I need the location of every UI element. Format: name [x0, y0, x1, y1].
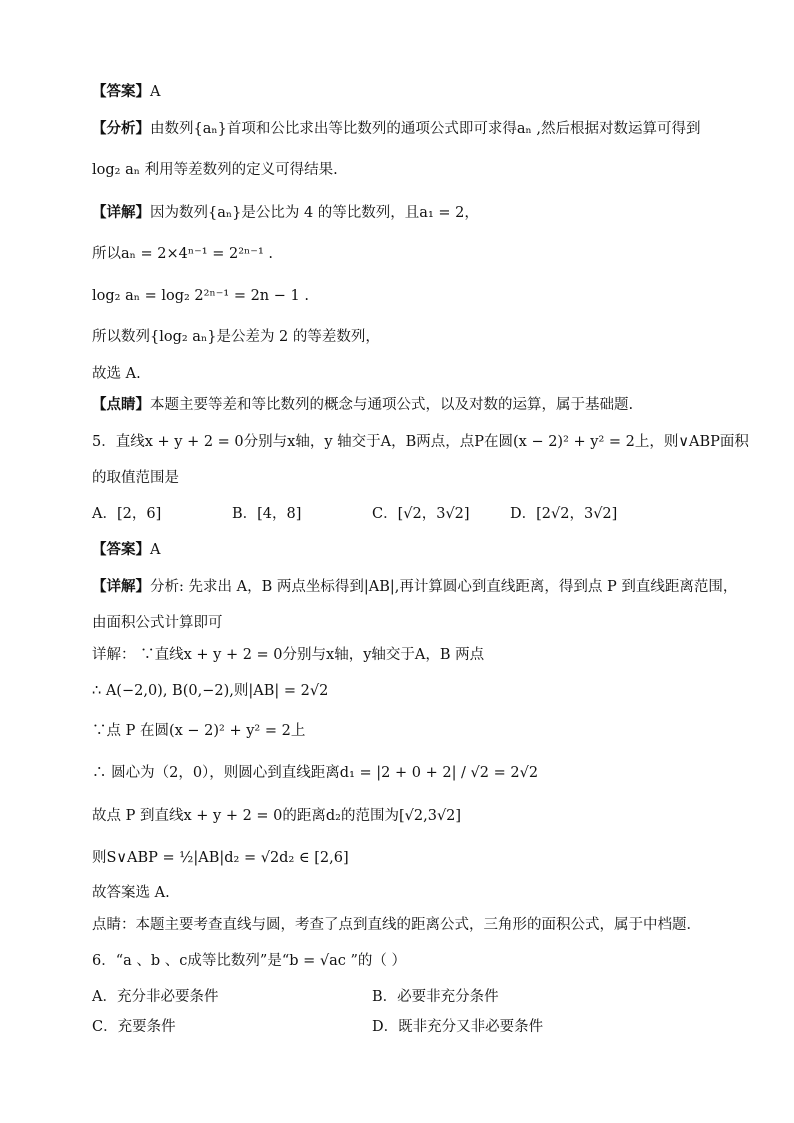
comment-line-q5	[92, 915, 701, 935]
question-5-stem: 5．直线x + y + 2 = 0分别与x轴，y 轴交于A，B两点，点P在圆(x − 2)² + y² = 2上，则∨ABP面积	[92, 434, 749, 450]
comment-text: 本题主要等差和等比数列的概念与通项公式，以及对数的运算，属于基础题.	[150, 397, 634, 413]
answer-text: A	[150, 84, 161, 100]
q6-option-c: C．充要条件	[92, 1019, 176, 1035]
detail-q5-line-9	[92, 883, 170, 903]
q5-option-d: D．[2√2，3√2]	[510, 506, 618, 522]
analysis-text: 由数列{aₙ}首项和公比求出等比数列的通项公式即可求得aₙ ,然后根据对数运算可得到	[150, 121, 701, 137]
question-6-stem: 6．“a 、b 、c成等比数列”是“b = √ac ”的（ ）	[92, 953, 407, 969]
comment-tag: 【点睛】	[92, 396, 150, 413]
q6-option-b: B．必要非充分条件	[372, 989, 499, 1005]
formula-log: log₂ aₙ = log₂ 2²ⁿ⁻¹ = 2n − 1 .	[92, 288, 309, 304]
detail-step: ∵点 P 在圆(x − 2)² + y² = 2上	[92, 723, 306, 739]
formula-an: 所以aₙ = 2×4ⁿ⁻¹ = 2²ⁿ⁻¹ .	[92, 246, 273, 262]
detail-line-3	[92, 286, 309, 306]
detail-text-cont: 由面积公式计算即可	[92, 615, 223, 631]
comment-text: 点睛：本题主要考查直线与圆，考查了点到直线的距离公式，三角形的面积公式，属于中档题．	[92, 917, 701, 933]
analysis-tag: 【分析】	[92, 120, 150, 137]
detail-tag: 【详解】	[92, 578, 150, 595]
q6-option-d: D．既非充分又非必要条件	[372, 1019, 544, 1035]
detail-step: 故点 P 到直线x + y + 2 = 0的距离d₂的范围为[√2,3√2]	[92, 808, 462, 824]
question-5-stem-cont: 的取值范围是	[92, 470, 179, 486]
detail-step: 详解： ∵直线x + y + 2 = 0分别与x轴，y轴交于A，B 两点	[92, 647, 485, 663]
detail-tag: 【详解】	[92, 204, 150, 221]
analysis-text-cont: log₂ aₙ 利用等差数列的定义可得结果.	[92, 162, 338, 178]
detail-line-5	[92, 364, 141, 384]
detail-q5-line-4	[92, 681, 328, 701]
detail-text: 因为数列{aₙ}是公比为 4 的等比数列，且a₁ = 2，	[150, 205, 479, 221]
detail-line-1	[92, 203, 479, 223]
detail-step: 故答案选 A.	[92, 885, 170, 901]
comment-line-q4	[92, 395, 633, 415]
q5-option-b: B．[4，8]	[232, 506, 302, 522]
detail-q5-line-7	[92, 806, 461, 826]
question-5-line-1	[92, 432, 749, 452]
analysis-line-2	[92, 160, 338, 180]
detail-q5-line-1	[92, 577, 737, 597]
question-6-line	[92, 951, 406, 971]
answer-line-q4	[92, 82, 160, 102]
question-5-line-2	[92, 468, 179, 488]
detail-q5-line-2	[92, 613, 223, 633]
analysis-line-1	[92, 119, 701, 139]
detail-q5-line-5	[92, 721, 305, 741]
detail-q5-line-6	[92, 763, 538, 783]
detail-line-4	[92, 327, 380, 347]
answer-tag: 【答案】	[92, 83, 150, 100]
detail-q5-line-3	[92, 645, 484, 665]
q6-option-a: A．充分非必要条件	[92, 989, 219, 1005]
q5-option-c: C．[√2，3√2]	[372, 506, 470, 522]
answer-line-q5	[92, 540, 160, 560]
q5-option-a: A．[2，6]	[92, 506, 162, 522]
answer-text: A	[150, 542, 161, 558]
choose-a: 故选 A.	[92, 366, 141, 382]
detail-step: 则S∨ABP = ½|AB|d₂ = √2d₂ ∈ [2,6]	[92, 850, 349, 866]
detail-step: ∴ A(−2,0), B(0,−2),则|AB| = 2√2	[92, 683, 329, 699]
detail-text: 分析: 先求出 A，B 两点坐标得到|AB|,再计算圆心到直线距离，得到点 P 到直线距离范围，	[150, 579, 738, 595]
answer-tag: 【答案】	[92, 541, 150, 558]
detail-conclusion: 所以数列{log₂ aₙ}是公差为 2 的等差数列，	[92, 329, 380, 345]
detail-step: ∴ 圆心为（2，0），则圆心到直线距离d₁ = |2 + 0 + 2| / √2 = 2√2	[92, 765, 539, 781]
detail-line-2	[92, 244, 273, 264]
detail-q5-line-8	[92, 848, 349, 868]
